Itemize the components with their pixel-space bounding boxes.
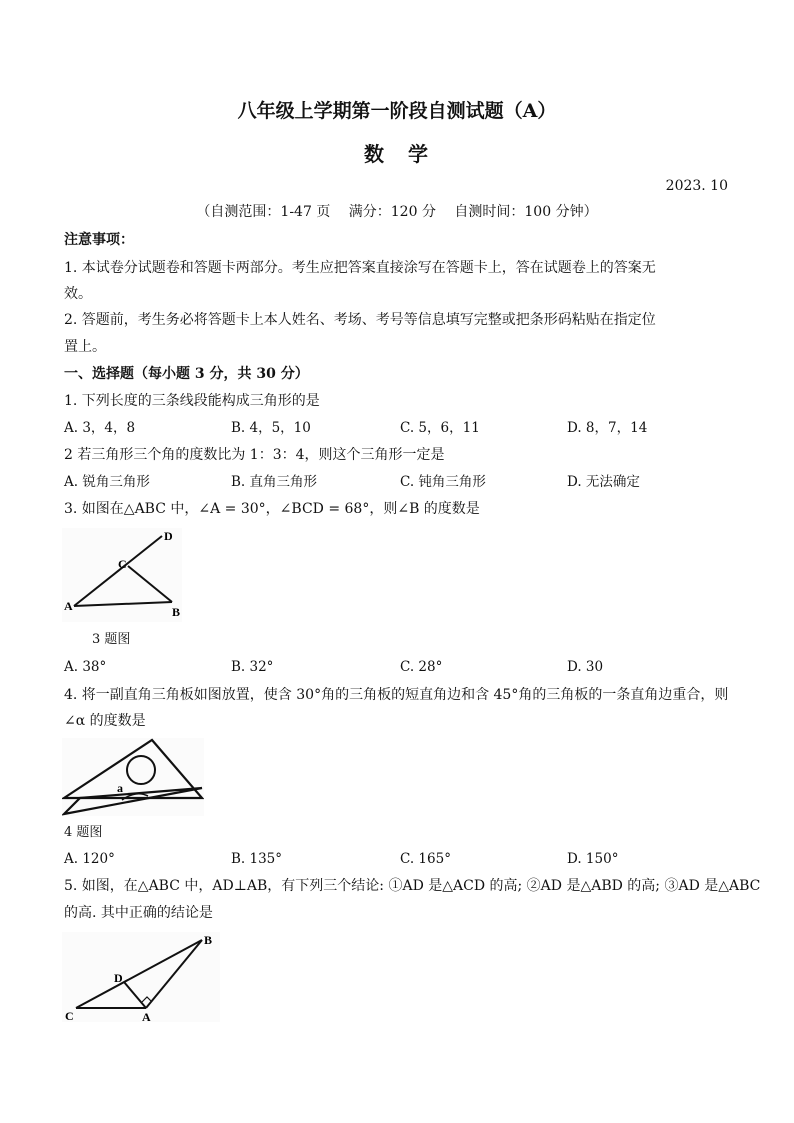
question-4-caption: 4 题图 [64,825,103,840]
question-5-stem-line1: 5. 如图，在△ABC 中，AD⊥AB，有下列三个结论: ①AD 是△ACD 的高; ②AD 是△ABD 的高; ③AD 是△ABC [64,878,761,894]
question-3-caption: 3 题图 [92,632,131,647]
label-c: C [118,557,127,571]
question-1-option-b: B. 4，5，10 [231,420,311,436]
question-1-option-c: C. 5，6，11 [400,420,480,436]
question-2-stem: 2 若三角形三个角的度数比为 1：3：4，则这个三角形一定是 [64,447,445,463]
question-4-option-c: C. 165° [400,851,451,867]
question-2-option-d: D. 无法确定 [567,474,640,490]
notes-heading: 注意事项： [64,232,134,248]
label-c: C [65,1009,74,1022]
exam-date: 2023. 10 [665,178,728,194]
label-d: D [114,971,123,985]
question-4-figure [62,738,204,816]
label-b: B [204,933,213,947]
question-3-option-a: A. 38° [64,659,107,675]
note-1-line1: 1. 本试卷分试题卷和答题卡两部分。考生应把答案直接涂写在答题卡上，答在试题卷上的答案无 [64,260,656,276]
question-3-option-b: B. 32° [231,659,274,675]
question-2-option-c: C. 钝角三角形 [400,474,486,490]
label-a: A [142,1010,151,1022]
question-1-stem: 1. 下列长度的三条线段能构成三角形的是 [64,393,320,409]
question-4-option-d: D. 150° [567,851,619,867]
note-1-line2: 效。 [64,286,92,302]
subject-title: 数 学 [364,142,430,166]
question-2-option-a: A. 锐角三角形 [64,474,150,490]
section-heading: 一、选择题（每小题 3 分，共 30 分） [64,366,309,382]
label-alpha: a [117,781,123,795]
question-1-option-d: D. 8，7，14 [567,420,648,436]
note-2-line2: 置上。 [64,339,106,355]
question-5-stem-line2: 的高. 其中正确的结论是 [64,905,213,921]
note-2-line1: 2. 答题前，考生务必将答题卡上本人姓名、考场、考号等信息填写完整或把条形码粘贴在指定位 [64,312,656,328]
question-4-option-b: B. 135° [231,851,283,867]
question-3-figure [62,528,182,622]
question-5-figure [62,932,220,1022]
question-4-stem-line2: ∠α 的度数是 [64,713,146,729]
label-b: B [172,605,181,619]
exam-info: （自测范围：1-47 页 满分：120 分 自测时间：100 分钟） [196,204,598,220]
question-4-option-a: A. 120° [64,851,115,867]
question-3-stem: 3. 如图在△ABC 中，∠A = 30°，∠BCD = 68°，则∠B 的度数是 [64,501,480,517]
exam-title: 八年级上学期第一阶段自测试题（A） [237,100,557,122]
question-3-option-d: D. 30 [567,659,604,675]
question-3-option-c: C. 28° [400,659,443,675]
label-a: A [64,599,73,613]
question-2-option-b: B. 直角三角形 [231,474,318,490]
question-4-stem-line1: 4. 将一副直角三角板如图放置，使含 30°角的三角板的短直角边和含 45°角的三角板的一条直角边重合，则 [64,687,729,703]
question-1-option-a: A. 3，4，8 [64,420,136,436]
label-d: D [164,529,173,543]
